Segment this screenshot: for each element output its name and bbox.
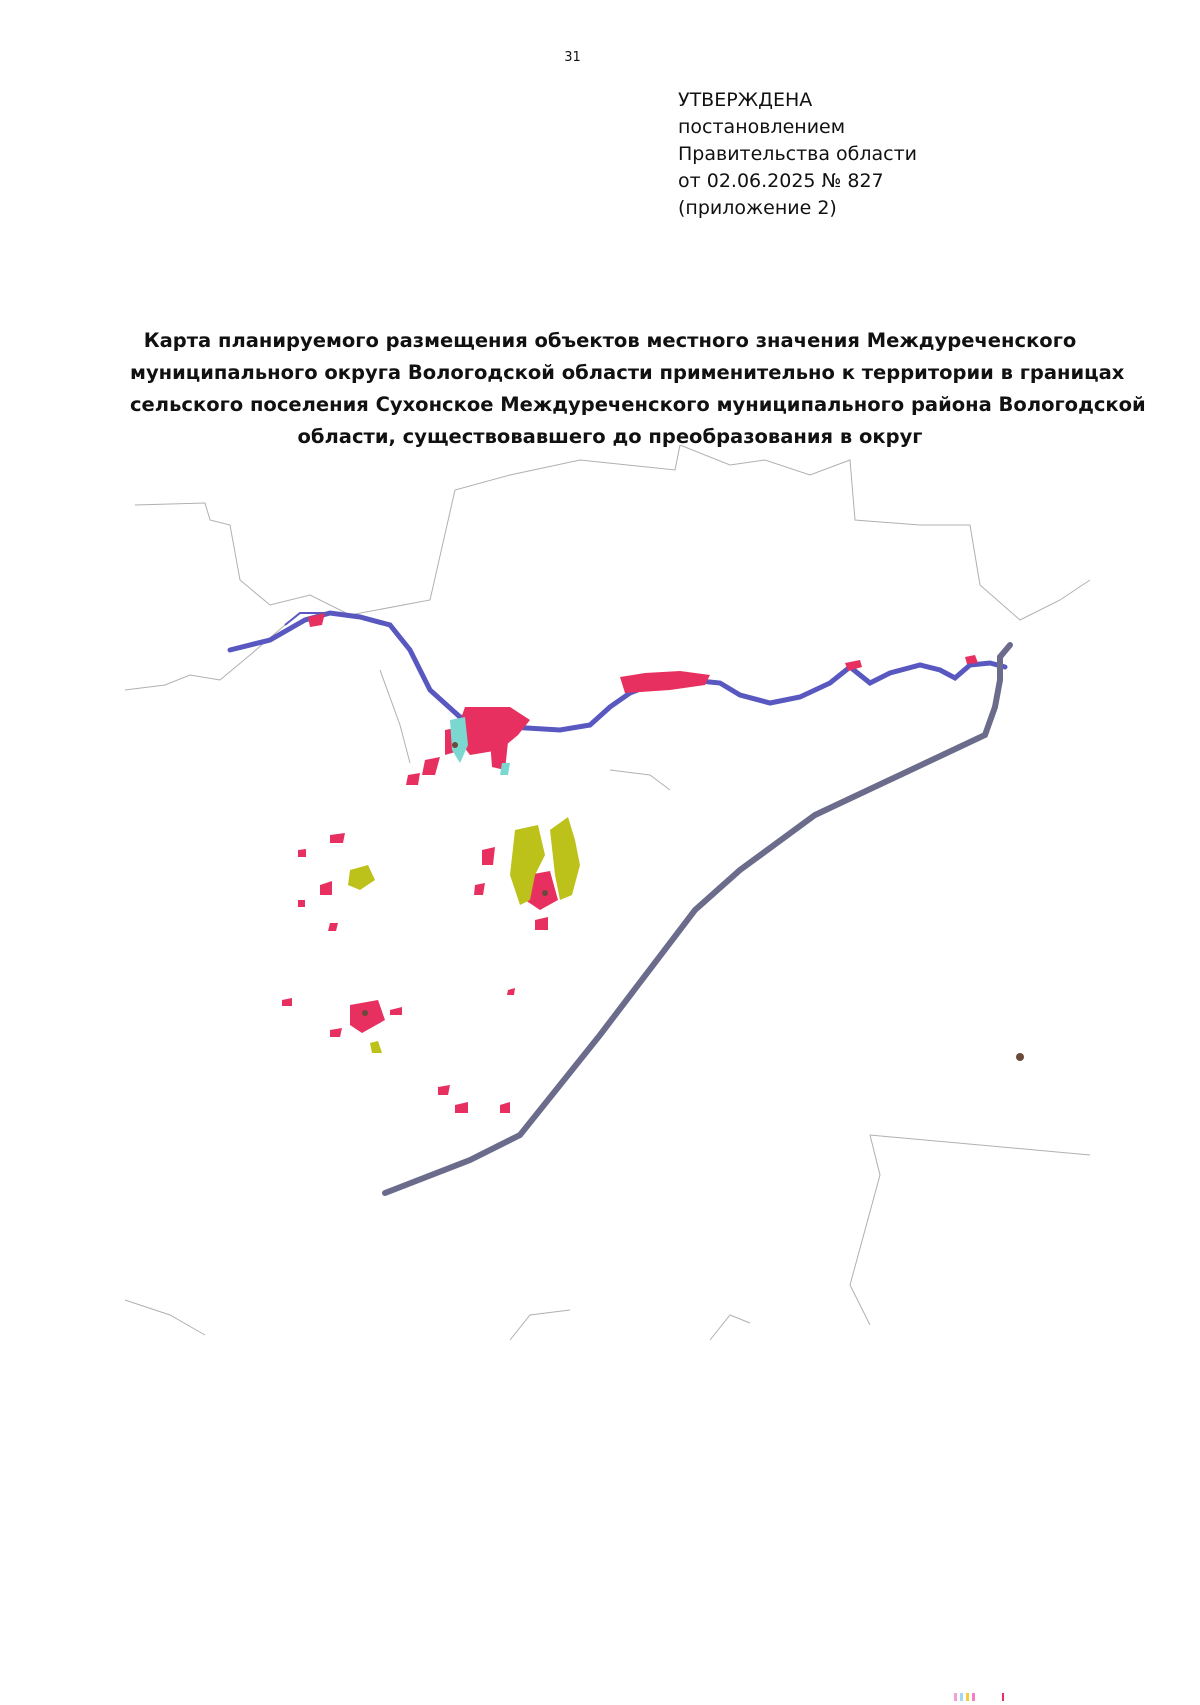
- approval-line: постановлением: [678, 116, 846, 138]
- settlement-area: [474, 883, 485, 895]
- settlement-area: [328, 923, 338, 931]
- title-line: муниципального округа Вологодской области применительно к территории в границах: [130, 361, 1125, 384]
- settlement-area: [298, 900, 305, 907]
- title-line: Карта планируемого размещения объектов местного значения Междуреченского: [143, 329, 1077, 352]
- settlement-area: [298, 849, 306, 857]
- bottom-color-marks: [910, 1686, 1010, 1694]
- settlement-area: [500, 1102, 510, 1113]
- settlement-area: [965, 655, 978, 664]
- boundary-line: [870, 1135, 1090, 1155]
- boundary-line: [710, 1315, 750, 1340]
- settlement-area: [620, 671, 710, 693]
- boundary-line: [125, 1300, 205, 1335]
- boundary-line: [850, 1135, 880, 1325]
- settlement-area: [535, 917, 548, 930]
- title-line: сельского поселения Сухонское Междуреченского муниципального района Вологодской: [130, 393, 1146, 416]
- settlement-area: [330, 833, 345, 843]
- settlement-area: [320, 881, 332, 895]
- color-mark: [960, 1693, 963, 1701]
- settlement-area: [438, 1085, 450, 1095]
- agricultural-area: [370, 1041, 382, 1053]
- settlement-area: [350, 1000, 385, 1033]
- planned-object-marker: [362, 1010, 368, 1016]
- settlement-area: [308, 613, 325, 627]
- settlement-area: [455, 1102, 468, 1113]
- color-mark: [972, 1693, 975, 1701]
- page-number: 31: [564, 50, 581, 65]
- boundary-line: [125, 613, 300, 690]
- planned-objects: [362, 742, 1024, 1061]
- approval-line: (приложение 2): [678, 197, 837, 219]
- river: [230, 613, 1005, 730]
- territory-boundary: [125, 445, 1090, 1340]
- settlement-area: [282, 998, 292, 1006]
- color-mark: [1002, 1693, 1004, 1701]
- agricultural-area: [348, 865, 375, 890]
- planned-object-marker: [452, 742, 458, 748]
- settlement-area: [422, 757, 440, 775]
- boundary-line: [135, 445, 1090, 620]
- settlement-area: [406, 773, 420, 785]
- approval-line: УТВЕРЖДЕНА: [678, 89, 813, 111]
- settlement-area: [507, 988, 515, 995]
- map-canvas: [110, 445, 1120, 1465]
- boundary-line: [510, 1310, 570, 1340]
- approval-line: Правительства области: [678, 143, 918, 165]
- settlement-area: [482, 847, 495, 865]
- recreation-area: [450, 717, 468, 763]
- color-mark: [954, 1693, 957, 1701]
- approval-stamp: [678, 87, 917, 222]
- planned-object-marker: [542, 890, 548, 896]
- color-mark: [966, 1693, 969, 1701]
- settlement-area: [330, 1028, 342, 1037]
- title-line: области, существовавшего до преобразования в округ: [297, 425, 923, 448]
- settlement-area: [845, 660, 862, 671]
- settlement-area: [390, 1007, 402, 1015]
- approval-line: от 02.06.2025 № 827: [678, 170, 884, 192]
- boundary-line: [380, 670, 410, 763]
- planned-object-marker: [1016, 1053, 1024, 1061]
- document-title: [130, 325, 1146, 453]
- planning-map: [110, 445, 1120, 1465]
- boundary-line: [610, 770, 670, 790]
